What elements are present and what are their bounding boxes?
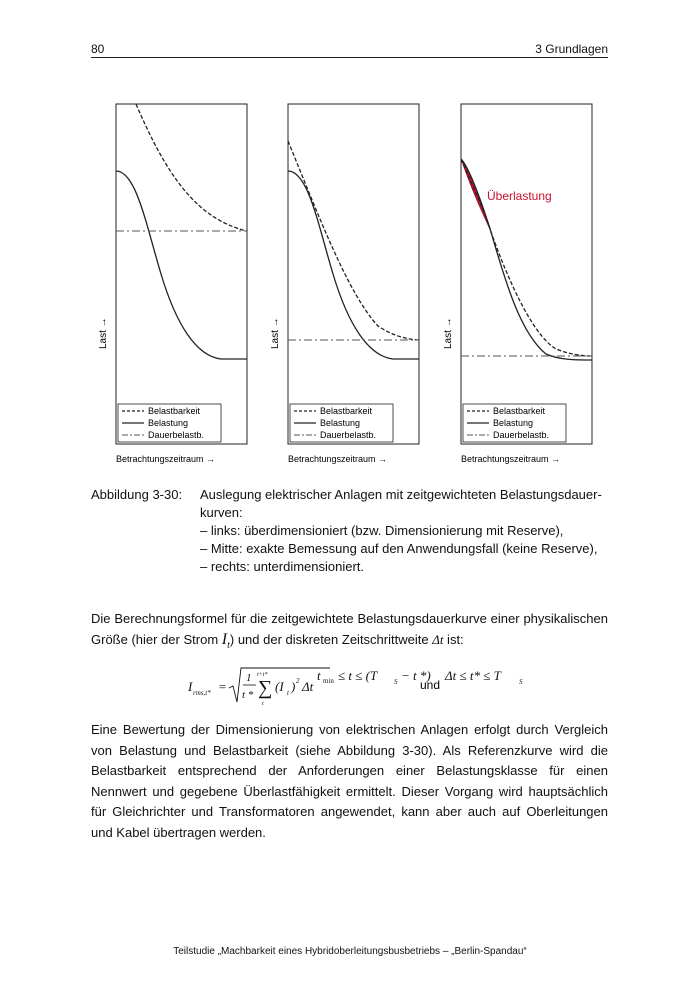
paragraph-formula-intro <box>91 609 608 656</box>
y-axis-label: Last → <box>443 317 454 349</box>
svg-text:I: I <box>188 679 193 694</box>
panel-left <box>98 104 247 464</box>
panel-frame <box>116 104 247 444</box>
ueberlastung-label: Überlastung <box>487 189 552 203</box>
page-number: 80 <box>91 42 105 56</box>
caption-body <box>200 486 610 576</box>
svg-text:1: 1 <box>246 672 252 684</box>
caption-line: kurven: <box>200 505 243 520</box>
page-footer: Teilstudie „Machbarkeit eines Hybridoberleitungsbusbetriebs – „Berlin-Spandau“ <box>173 946 527 957</box>
legend-label-dauerbelastb: Dauerbelastb. <box>148 430 205 440</box>
delta-t-symbol: Δt <box>432 631 444 647</box>
svg-text:=: = <box>218 679 227 694</box>
svg-text:≤ t ≤ (T: ≤ t ≤ (T <box>338 668 378 683</box>
caption-line: Auslegung elektrischer Anlagen mit zeitgewichteten Belastungsdauer- <box>200 487 602 502</box>
svg-text:min: min <box>323 677 334 685</box>
paragraph-text: ) und der diskreten Zeitschrittweite <box>229 631 433 647</box>
chapter-title: 3 Grundlagen <box>535 42 608 56</box>
svg-text:t: t <box>317 668 321 683</box>
x-axis-label: Betrachtungszeitraum → <box>288 454 388 464</box>
legend-label-dauerbelastb: Dauerbelastb. <box>493 430 550 440</box>
panel-middle <box>270 104 419 464</box>
svg-text:2: 2 <box>296 677 300 685</box>
svg-text:): ) <box>291 679 296 694</box>
panel-frame <box>461 104 592 444</box>
caption-label: Abbildung 3-30: <box>91 487 183 502</box>
figure-panels <box>98 100 602 470</box>
paragraph-evaluation: Eine Bewertung der Dimensionierung von elektrischen Anlagen erfolgt durch Vergleich von Belastung und Belastbarkeit (siehe Abbildung 3-30). Als Referenzkurve wird die Belastbarkeit entsprechend der Anforderungen einer Belastungsklasse für einen Nennwert und gegebene Überlastfähigkeit ermittelt. Dieser Vorgang wird hauptsächlich für Gleichrichter und Transformatoren angewendet, kann aber auch auf Oberleitungen und Kabel übertragen werden. <box>91 722 608 840</box>
svg-text:t: t <box>287 689 289 697</box>
legend-label-belastbarkeit: Belastbarkeit <box>148 406 201 416</box>
legend-label-belastung: Belastung <box>320 418 361 428</box>
svg-text:t *: t * <box>242 689 254 701</box>
caption-line: – Mitte: exakte Bemessung auf den Anwendungsfall (keine Reserve), <box>200 541 598 556</box>
legend-label-dauerbelastb: Dauerbelastb. <box>320 430 377 440</box>
paragraph-text: Die Berechnungsformel für die zeitgewichtete Belastungsdauerkurve einer physikalischen Größe (hier der Strom <box>91 611 608 647</box>
svg-text:− t *): − t *) <box>401 668 431 683</box>
paragraph-text: ist: <box>443 631 464 647</box>
x-axis-label: Betrachtungszeitraum → <box>116 454 216 464</box>
y-axis-label: Last → <box>98 317 109 349</box>
current-symbol: $I_t$ <box>221 630 230 651</box>
y-axis-label: Last → <box>270 317 281 349</box>
svg-text:t+t*: t+t* <box>257 672 268 678</box>
svg-text:Δt ≤ t* ≤ T: Δt ≤ t* ≤ T <box>445 668 501 683</box>
panel-frame <box>288 104 419 444</box>
legend-label-belastbarkeit: Belastbarkeit <box>320 406 373 416</box>
svg-text:∑: ∑ <box>258 677 273 699</box>
figure-3-30 <box>98 100 602 470</box>
svg-text:S: S <box>394 678 398 686</box>
header-rule <box>91 57 608 58</box>
legend-label-belastung: Belastung <box>493 418 534 428</box>
formula-connector: und <box>420 678 441 692</box>
legend-label-belastbarkeit: Belastbarkeit <box>493 406 546 416</box>
caption-line: – rechts: unterdimensioniert. <box>200 559 365 574</box>
svg-text:Δt: Δt <box>302 679 314 694</box>
svg-text:t: t <box>262 701 264 707</box>
svg-text:rms,t*: rms,t* <box>193 689 211 697</box>
panel-right <box>443 104 592 464</box>
rms-formula <box>180 664 540 710</box>
x-axis-label: Betrachtungszeitraum → <box>461 454 561 464</box>
legend-label-belastung: Belastung <box>148 418 189 428</box>
svg-text:(I: (I <box>275 679 284 694</box>
formula-graphic <box>180 664 540 710</box>
svg-text:S: S <box>519 678 523 686</box>
caption-line: – links: überdimensioniert (bzw. Dimensionierung mit Reserve), <box>200 523 564 538</box>
